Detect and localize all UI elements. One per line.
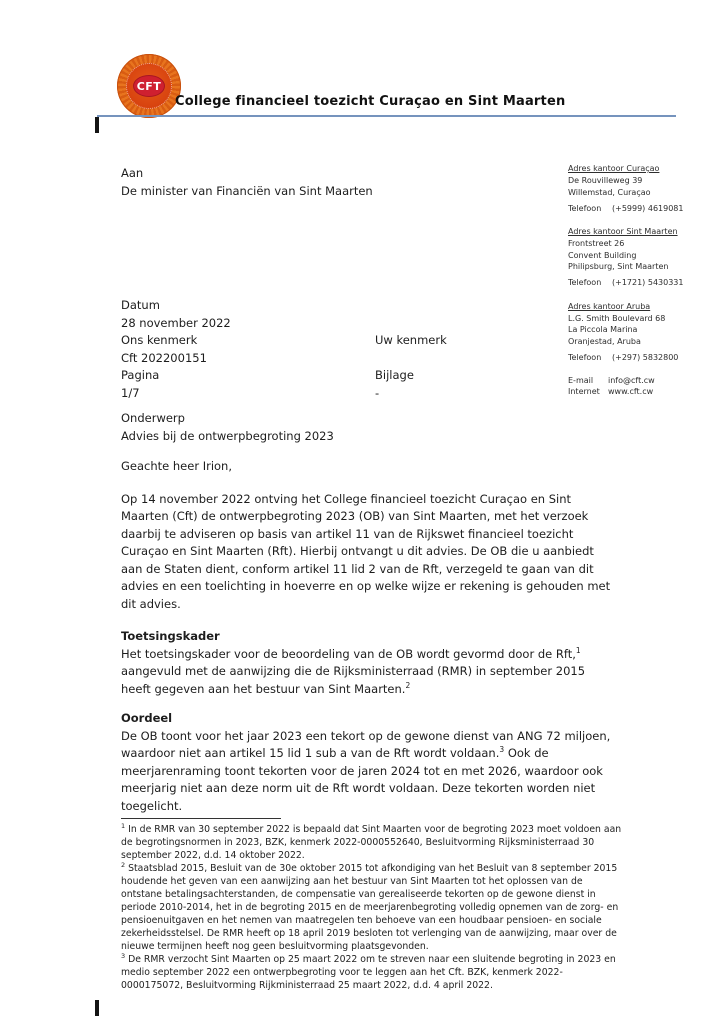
internet-label: Internet [568, 387, 600, 397]
kenmerk-labels-row [121, 332, 615, 350]
toetsingskader-heading: Toetsingskader [121, 629, 220, 643]
office-address-line: Convent Building [568, 250, 637, 260]
footnote-divider [121, 818, 281, 819]
oordeel-heading: Oordeel [121, 711, 173, 725]
phone-label: Telefoon [568, 278, 602, 288]
page-title: College financieel toezicht Curaçao en Sint Maarten [175, 94, 566, 109]
footnote-ref-1: 1 [575, 645, 581, 655]
footnote-2: $^2$ Staatsblad 2015, Besluit van de 30e oktober 2015 tot afkondiging van het Besluit van 8 september 2015 houdende het geven van een aanwijzing aan het bestuur van Sint Maarten tot het oplossen van de ontstane betalingsachterstanden, de compensatie van gerealiseerde tekorten op de gewone dienst in periode 2010-2014, het in de begroting 2015 en de meerjarenbegroting volledig opnemen van de zorg- en pensioenuitgaven en het nemen van maatregelen ten behoeve van een houdbaar pensioen- en sociale zekerheidsstelsel. De RMR heeft op 18 april 2019 besloten tot verlenging van de aanwijzing, maar over de nieuwe termijnen heeft nog geen besluitvorming plaatsgevonden. [121, 860, 619, 952]
bijlage-value: - [375, 385, 380, 400]
datum-label: Datum [121, 298, 160, 312]
datum-value: 28 november 2022 [121, 315, 231, 330]
email-label: E-mail [568, 376, 594, 386]
pagina-label: Pagina [121, 368, 160, 382]
office-heading: Adres kantoor Sint Maarten [568, 227, 678, 237]
office-address-line: Philipsburg, Sint Maarten [568, 262, 669, 272]
pagina-value: 1/7 [121, 385, 140, 400]
office-address-line: L.G. Smith Boulevard 68 [568, 313, 666, 323]
office-address-line: Frontstreet 26 [568, 239, 625, 249]
footnotes-block [121, 818, 623, 992]
phone-label: Telefoon [568, 352, 602, 362]
section-oordeel [121, 710, 615, 815]
ons-kenmerk-label: Ons kenmerk [121, 333, 198, 347]
footnote-1: $^1$ In de RMR van 30 september 2022 is bepaald dat Sint Maarten voor de begroting 2023 moet voldoen aan de begrotingsnormen in 2023, BZK, kenmerk 2022-0000552640, Besluitvorming Rijksministerraad 30 september 2022, d.d. 14 oktober 2022. [121, 821, 622, 861]
office-heading: Adres kantoor Curaçao [568, 164, 660, 173]
office-heading: Adres kantoor Aruba [568, 301, 651, 311]
greeting: Geachte heer Irion, [121, 459, 233, 473]
cft-logo [117, 54, 181, 118]
toetsingskader-paragraph: Het toetsingskader voor de beoordeling van de OB wordt gevormd door de Rft,$^1$ aangevuld met de aanwijzing die de Rijksministerraad (RMR) in september 2015 heeft gegeven aan het bestuur van Sint Maarten.$^2$ [121, 645, 586, 696]
recipient-block [121, 165, 615, 200]
recipient-name: De minister van Financiën van Sint Maarten [121, 183, 373, 198]
cft-logo-text: CFT [136, 79, 162, 93]
scan-mark-top [95, 117, 99, 133]
uw-kenmerk-label: Uw kenmerk [375, 333, 447, 347]
scan-mark-bottom [95, 1000, 99, 1016]
footnote-ref-3: 3 [499, 745, 505, 755]
phone-number: (+1721) 5430331 [612, 278, 684, 288]
kenmerk-values-row [121, 350, 615, 368]
section-toetsingskader [121, 628, 615, 698]
office-address-line: La Piccola Marina [568, 325, 638, 335]
recipient-label: Aan [121, 166, 144, 180]
cft-logo-ring [126, 63, 172, 109]
phone-label: Telefoon [568, 203, 602, 213]
header-divider [97, 115, 676, 117]
office-address-line: De Rouvilleweg 39 [568, 176, 643, 186]
footnote-ref-2: 2 [405, 680, 411, 690]
phone-number: (+297) 5832800 [612, 352, 679, 362]
internet-value: www.cft.cw [608, 387, 654, 397]
pagina-bijlage-labels-row [121, 367, 615, 385]
phone-number: (+5999) 4619081 [612, 203, 684, 213]
oordeel-paragraph: De OB toont voor het jaar 2023 een tekort op de gewone dienst van ANG 72 miljoen, waardoor niet aan artikel 15 lid 1 sub a van de Rft wordt voldaan.$^3$ Ook de meerjarenraming toont tekorten voor de jaren 2024 tot en met 2026, waardoor ook meerjarig niet aan deze norm uit de Rft wordt voldaan. Deze tekorten worden niet toegelicht. [121, 728, 611, 813]
pagina-bijlage-values-row [121, 385, 615, 403]
email-value: info@cft.cw [608, 376, 655, 386]
office-address-line: Oranjestad, Aruba [568, 336, 641, 346]
meta-block [121, 297, 615, 402]
office-address-line: Willemstad, Curaçao [568, 187, 651, 197]
ons-kenmerk-value: Cft 202200151 [121, 350, 207, 365]
uw-kenmerk-value [375, 350, 615, 368]
onderwerp-label: Onderwerp [121, 411, 185, 425]
intro-paragraph: Op 14 november 2022 ontving het College financieel toezicht Curaçao en Sint Maarten (Cft) de ontwerpbegroting 2023 (OB) van Sint Maarten, met het verzoek daarbij te adviseren op basis van artikel 11 van de Rijkswet financieel toezicht Curaçao en Sint Maarten (Rft). Hierbij ontvangt u dit advies. De OB die u aanbiedt aan de Staten dient, conform artikel 11 lid 2 van de Rft, verzegeld te gaan van dit advies en een toelichting in hoeverre en op welke wijze er rekening is gehouden met dit advies. [121, 491, 611, 611]
footnote-3: $^3$ De RMR verzocht Sint Maarten op 25 maart 2022 om te streven naar een sluitende begroting in 2023 en medio september 2022 een ontwerpbegroting voor te leggen aan het Cft. BZK, kenmerk 2022-0000175072, Besluitvorming Rijkministerraad 25 maart 2022, d.d. 4 april 2022. [121, 951, 616, 991]
onderwerp-block [121, 410, 615, 445]
cft-logo-core [133, 75, 165, 97]
onderwerp-value: Advies bij de ontwerpbegroting 2023 [121, 428, 334, 443]
bijlage-label: Bijlage [375, 368, 414, 382]
